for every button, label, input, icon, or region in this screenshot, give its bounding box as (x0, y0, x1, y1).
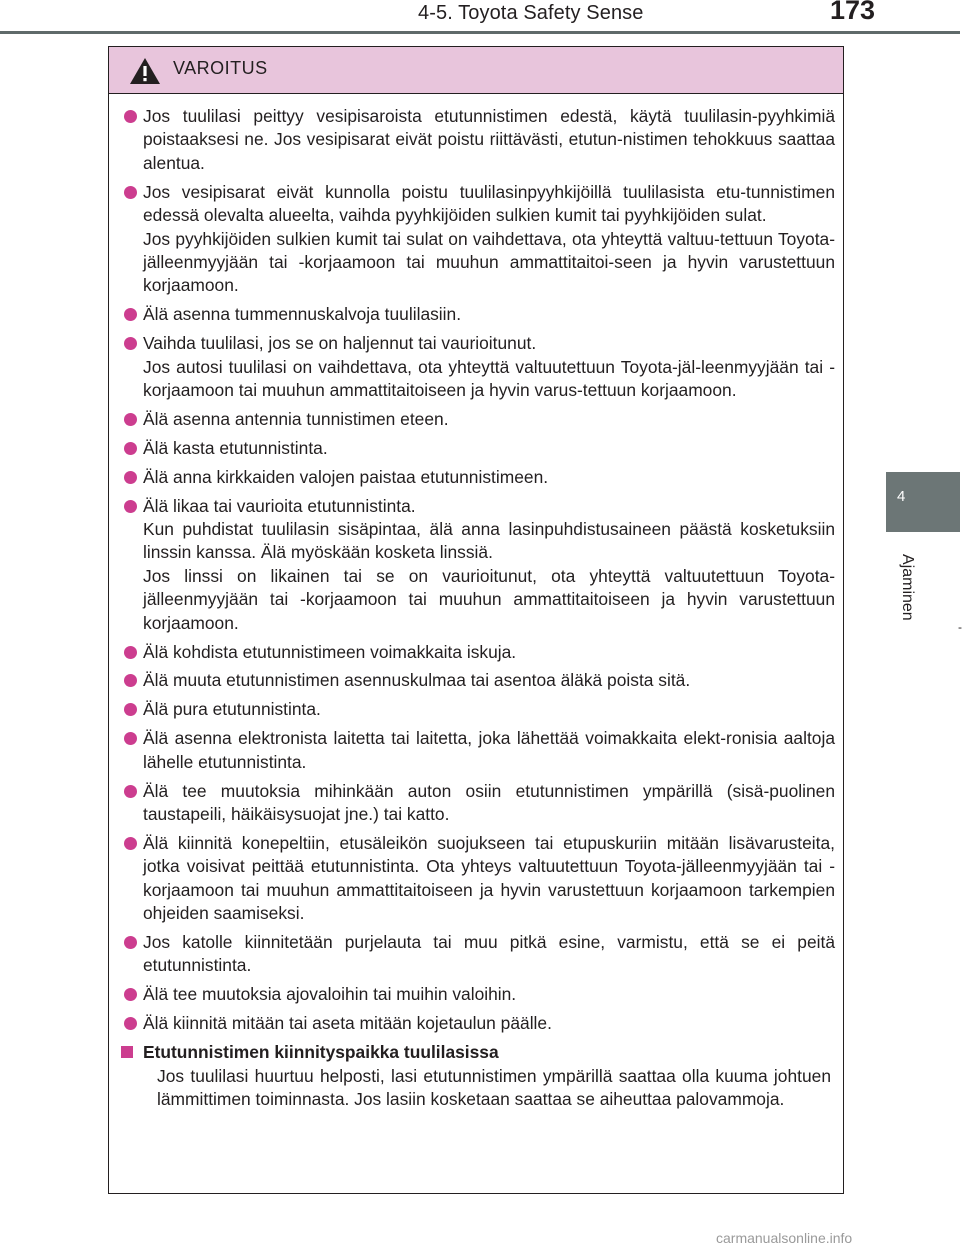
warning-item (121, 641, 835, 664)
section-title: 4-5. Toyota Safety Sense (418, 2, 644, 24)
item-text: Älä muuta etutunnistimen asennuskulmaa tai asentoa äläkä poista sitä. (143, 670, 691, 691)
warning-items (121, 105, 835, 1113)
bullet-icon (124, 337, 137, 350)
item-text: Jos katolle kiinnitetään purjelauta tai muu pitkä esine, varmistu, että se ei peitä etutunnistinta. (143, 932, 835, 976)
chapter-name: Ajaminen (899, 554, 916, 621)
bullet-icon (124, 988, 137, 1001)
warning-item (121, 105, 835, 175)
warning-box (108, 46, 844, 1194)
item-text: Jos autosi tuulilasi on vaihdettava, ota yhteyttä valtuutettuun Toyota-jäl-leenmyyjään tai -korjaamoon tai muuhun ammattitaitoiseen ja hyvin varus-tettuun korjaamoon. (143, 356, 835, 400)
warning-section (121, 1041, 835, 1111)
bullet-icon (124, 413, 137, 426)
bullet-icon (124, 732, 137, 745)
item-text: Älä likaa tai vaurioita etutunnistinta. (143, 495, 416, 516)
section-heading: Etutunnistimen kiinnityspaikka tuulilasissa (143, 1042, 499, 1063)
item-text: Älä tee muutoksia mihinkään auton osiin etutunnistimen ympärillä (sisä-puolinen taustapeili, häikäisysuojat jne.) tai katto. (143, 780, 835, 824)
item-text: Älä asenna antennia tunnistimen eteen. (143, 408, 449, 429)
square-bullet-icon (121, 1046, 133, 1058)
warning-item (121, 495, 835, 635)
warning-triangle-icon (129, 57, 161, 85)
bullet-icon (124, 308, 137, 321)
warning-header (109, 47, 843, 94)
item-text: Jos vesipisarat eivät kunnolla poistu tuulilasinpyyhkijöillä tuulilasista etu-tunnistimen edessä olevalta alueelta, vaihda pyyhkijöiden sulkien kumit tai pyyhkijöiden sulat. (143, 181, 835, 226)
bullet-icon (124, 110, 137, 123)
bullet-icon (124, 471, 137, 484)
warning-item (121, 437, 835, 460)
bullet-icon (124, 785, 137, 798)
warning-item (121, 931, 835, 978)
bullet-icon (124, 703, 137, 716)
header-rule (0, 31, 960, 34)
warning-item (121, 408, 835, 431)
warning-item (121, 1012, 835, 1035)
item-text: Älä anna kirkkaiden valojen paistaa etutunnistimeen. (143, 466, 549, 487)
warning-item (121, 832, 835, 926)
item-text: Älä kiinnitä konepeltiin, etusäleikön suojukseen tai etupuskuriin mitään lisävarusteita, jotka voisivat peittää etutunnistinta. Ota yhteys valtuutettuun Toyota-jälleenmyyjään tai -korjaamoon tai muuhun ammattitaitoiseen ja hyvin varustettuun korjaamoon tarkempien ohjeiden saamiseksi. (143, 832, 835, 924)
watermark: carmanualsonline.info (716, 1230, 853, 1246)
item-text: Älä asenna tummennuskalvoja tuulilasiin. (143, 304, 462, 325)
warning-item (121, 332, 835, 402)
bullet-icon (124, 500, 137, 513)
bullet-icon (124, 936, 137, 949)
item-text: Kun puhdistat tuulilasin sisäpintaa, älä anna lasinpuhdistusaineen päästä kosketuksiin linssin kanssa. Älä myöskään kosketa linssiä. (143, 519, 835, 563)
item-text: Jos linssi on likainen tai se on vaurioitunut, ota yhteyttä valtuutettuun Toyota-jälleenmyyjään tai -korjaamoon tai muuhun ammattitaitoiseen ja hyvin varustettuun korjaamoon. (143, 565, 835, 633)
item-text: Älä pura etutunnistinta. (143, 699, 321, 720)
bullet-icon (124, 186, 137, 199)
warning-item (121, 466, 835, 489)
section-body: Jos tuulilasi huurtuu helposti, lasi etutunnistimen ympärillä saattaa olla kuuma johtuen lämmittimen toiminnasta. Jos lasiin kosketaan saattaa se aiheuttaa palovammoja. (157, 1065, 831, 1109)
warning-item (121, 303, 835, 326)
item-text: Älä tee muutoksia ajovaloihin tai muihin valoihin. (143, 984, 517, 1005)
warning-item (121, 181, 835, 298)
warning-item (121, 727, 835, 774)
item-text: Vaihda tuulilasi, jos se on haljennut tai vaurioitunut. (143, 333, 537, 354)
item-text: Älä kiinnitä mitään tai aseta mitään kojetaulun päälle. (143, 1013, 552, 1034)
bullet-icon (124, 837, 137, 850)
bullet-icon (124, 1017, 137, 1030)
warning-item (121, 983, 835, 1006)
item-text: Älä asenna elektronista laitetta tai laitetta, joka lähettää voimakkaita elekt-ronisia aaltoja lähelle etutunnistinta. (143, 728, 835, 772)
page-number: 173 (830, 0, 876, 25)
item-text: Älä kohdista etutunnistimeen voimakkaita iskuja. (143, 641, 517, 662)
chapter-tick: - (958, 620, 962, 634)
item-text: Jos tuulilasi peittyy vesipisaroista etutunnistimen edestä, käytä tuulilasin-pyyhkimiä poistaaksesi ne. Jos vesipisarat eivät poistu riittävästi, etutun-nistimen tehokkuus saattaa alentua. (143, 106, 835, 173)
warning-item (121, 669, 835, 692)
bullet-icon (124, 646, 137, 659)
chapter-number: 4 (897, 488, 906, 505)
warning-item (121, 780, 835, 827)
bullet-icon (124, 674, 137, 687)
item-text: Älä kasta etutunnistinta. (143, 437, 328, 458)
warning-label: VAROITUS (173, 58, 268, 78)
item-text: Jos pyyhkijöiden sulkien kumit tai sulat on vaihdettava, ota yhteyttä valtuu-tettuun Toyota-jälleenmyyjään tai -korjaamoon tai muuhun ammattitaitoi-seen ja hyvin varustettuun korjaamoon. (143, 228, 835, 296)
warning-item (121, 698, 835, 721)
bullet-icon (124, 442, 137, 455)
